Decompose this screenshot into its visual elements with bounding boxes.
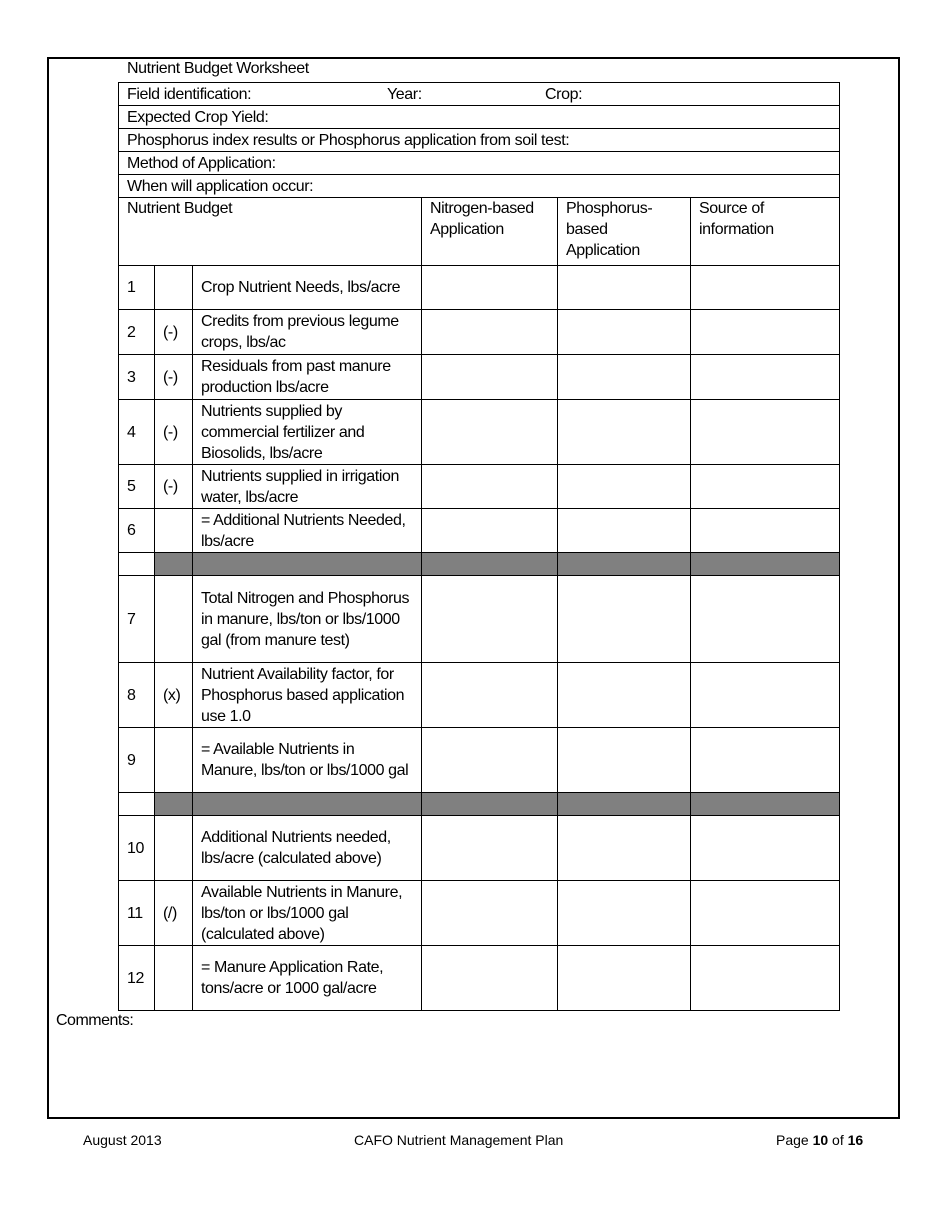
- table-row: [119, 663, 840, 728]
- footer-document-title: CAFO Nutrient Management Plan: [354, 1132, 564, 1148]
- row-description: Residuals from past manure production lbs/acre: [193, 355, 422, 400]
- row-operator: [155, 576, 193, 663]
- table-row: [119, 400, 840, 465]
- source-header: Source of information: [691, 198, 840, 266]
- worksheet-title: Nutrient Budget Worksheet: [127, 60, 309, 77]
- row-operator: [155, 509, 193, 553]
- source-cell[interactable]: [691, 310, 840, 355]
- row-description: = Additional Nutrients Needed, lbs/acre: [193, 509, 422, 553]
- source-cell[interactable]: [691, 400, 840, 465]
- phosphorus-cell[interactable]: [558, 465, 691, 509]
- source-cell[interactable]: [691, 663, 840, 728]
- nitrogen-cell[interactable]: [422, 946, 558, 1011]
- nutrient-budget-table: [118, 82, 840, 1011]
- row-operator: (-): [155, 465, 193, 509]
- separator-cell: [691, 553, 840, 576]
- page-current: 10: [812, 1132, 829, 1148]
- row-description: Total Nitrogen and Phosphorus in manure, lbs/ton or lbs/1000 gal (from manure test): [193, 576, 422, 663]
- source-cell[interactable]: [691, 509, 840, 553]
- row-number: 3: [119, 355, 155, 400]
- separator-cell: [422, 793, 558, 816]
- crop-label: Crop:: [545, 85, 583, 103]
- separator-cell: [558, 553, 691, 576]
- nitrogen-cell[interactable]: [422, 465, 558, 509]
- row-number: 12: [119, 946, 155, 1011]
- page-of: of: [828, 1132, 848, 1148]
- row-operator: (-): [155, 400, 193, 465]
- separator-cell: [691, 793, 840, 816]
- phosphorus-cell[interactable]: [558, 816, 691, 881]
- row-operator: (-): [155, 310, 193, 355]
- row-number: 6: [119, 509, 155, 553]
- row-description: Nutrient Availability factor, for Phosphorus based application use 1.0: [193, 663, 422, 728]
- phosphorus-cell[interactable]: [558, 946, 691, 1011]
- phosphorus-header: Phosphorus-based Application: [558, 198, 691, 266]
- table-row: [119, 576, 840, 663]
- phosphorus-cell[interactable]: [558, 881, 691, 946]
- row-operator: (x): [155, 663, 193, 728]
- row-operator: [155, 266, 193, 310]
- nitrogen-cell[interactable]: [422, 509, 558, 553]
- nitrogen-cell[interactable]: [422, 355, 558, 400]
- row-description: Nutrients supplied in irrigation water, lbs/acre: [193, 465, 422, 509]
- separator-cell: [119, 553, 155, 576]
- row-description: Additional Nutrients needed, lbs/acre (calculated above): [193, 816, 422, 881]
- nitrogen-cell[interactable]: [422, 881, 558, 946]
- table-row: [119, 465, 840, 509]
- table-row: [119, 881, 840, 946]
- phosphorus-cell[interactable]: [558, 509, 691, 553]
- table-row: [119, 509, 840, 553]
- table-row: [119, 310, 840, 355]
- row-operator: [155, 946, 193, 1011]
- source-cell[interactable]: [691, 728, 840, 793]
- row-number: 11: [119, 881, 155, 946]
- year-label: Year:: [387, 85, 422, 103]
- source-cell[interactable]: [691, 266, 840, 310]
- nitrogen-cell[interactable]: [422, 728, 558, 793]
- separator-cell: [193, 793, 422, 816]
- method-of-application-row[interactable]: Method of Application:: [119, 152, 840, 175]
- phosphorus-cell[interactable]: [558, 310, 691, 355]
- separator-cell: [155, 793, 193, 816]
- source-cell[interactable]: [691, 465, 840, 509]
- nitrogen-cell[interactable]: [422, 266, 558, 310]
- page-prefix: Page: [776, 1132, 813, 1148]
- row-description: Crop Nutrient Needs, lbs/acre: [193, 266, 422, 310]
- table-header-row: [119, 198, 840, 266]
- table-row: [119, 355, 840, 400]
- source-cell[interactable]: [691, 946, 840, 1011]
- phosphorus-cell[interactable]: [558, 663, 691, 728]
- table-row: [119, 728, 840, 793]
- phosphorus-index-row[interactable]: Phosphorus index results or Phosphorus application from soil test:: [119, 129, 840, 152]
- row-description: = Available Nutrients in Manure, lbs/ton or lbs/1000 gal: [193, 728, 422, 793]
- separator-row: [119, 793, 840, 816]
- row-description: Available Nutrients in Manure, lbs/ton or lbs/1000 gal (calculated above): [193, 881, 422, 946]
- table-row: [119, 266, 840, 310]
- nitrogen-header: Nitrogen-based Application: [422, 198, 558, 266]
- field-identification-row[interactable]: [119, 83, 840, 106]
- nitrogen-cell[interactable]: [422, 310, 558, 355]
- source-cell[interactable]: [691, 816, 840, 881]
- row-operator: (/): [155, 881, 193, 946]
- footer-page-number: [776, 1132, 863, 1148]
- separator-cell: [193, 553, 422, 576]
- nutrient-budget-header: Nutrient Budget: [119, 198, 422, 266]
- phosphorus-cell[interactable]: [558, 728, 691, 793]
- phosphorus-cell[interactable]: [558, 355, 691, 400]
- table-row: [119, 816, 840, 881]
- nitrogen-cell[interactable]: [422, 816, 558, 881]
- row-number: 1: [119, 266, 155, 310]
- field-identification-label: Field identification:: [127, 85, 252, 103]
- phosphorus-cell[interactable]: [558, 400, 691, 465]
- row-operator: [155, 816, 193, 881]
- separator-cell: [155, 553, 193, 576]
- source-cell[interactable]: [691, 355, 840, 400]
- source-cell[interactable]: [691, 881, 840, 946]
- row-description: Nutrients supplied by commercial fertilizer and Biosolids, lbs/acre: [193, 400, 422, 465]
- source-cell[interactable]: [691, 576, 840, 663]
- row-number: 4: [119, 400, 155, 465]
- row-number: 7: [119, 576, 155, 663]
- expected-crop-yield-row[interactable]: Expected Crop Yield:: [119, 106, 840, 129]
- row-number: 8: [119, 663, 155, 728]
- row-operator: (-): [155, 355, 193, 400]
- row-number: 9: [119, 728, 155, 793]
- comments-label: Comments:: [56, 1012, 134, 1029]
- phosphorus-cell[interactable]: [558, 576, 691, 663]
- row-description: = Manure Application Rate, tons/acre or 1000 gal/acre: [193, 946, 422, 1011]
- separator-cell: [422, 553, 558, 576]
- separator-cell: [119, 793, 155, 816]
- row-operator: [155, 728, 193, 793]
- row-number: 10: [119, 816, 155, 881]
- nitrogen-cell[interactable]: [422, 663, 558, 728]
- row-description: Credits from previous legume crops, lbs/ac: [193, 310, 422, 355]
- footer-date: August 2013: [83, 1132, 162, 1148]
- separator-row: [119, 553, 840, 576]
- nitrogen-cell[interactable]: [422, 576, 558, 663]
- nitrogen-cell[interactable]: [422, 400, 558, 465]
- page-total: 16: [847, 1132, 864, 1148]
- row-number: 2: [119, 310, 155, 355]
- application-timing-row[interactable]: When will application occur:: [119, 175, 840, 198]
- table-row: [119, 946, 840, 1011]
- separator-cell: [558, 793, 691, 816]
- row-number: 5: [119, 465, 155, 509]
- phosphorus-cell[interactable]: [558, 266, 691, 310]
